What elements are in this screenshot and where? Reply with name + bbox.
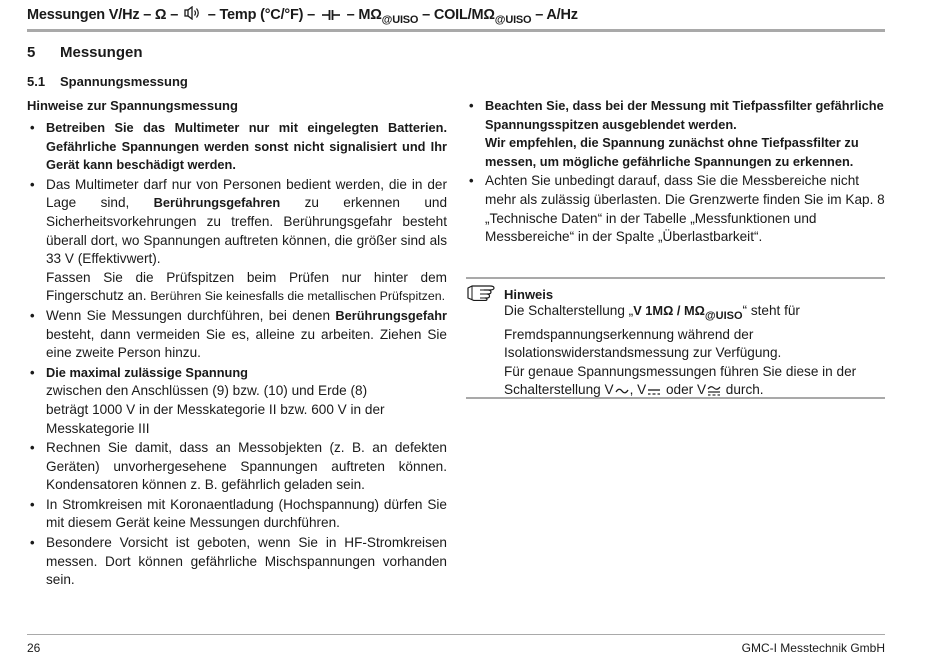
section-heading bbox=[27, 44, 143, 61]
header-rule bbox=[27, 29, 885, 32]
note-text: Für genaue Spannungsmessungen führen Sie diese in der Schalterstellung V bbox=[504, 363, 857, 398]
notes-heading: Hinweise zur Spannungsmessung bbox=[27, 98, 238, 113]
bullet-text: Berühren Sie keinesfalls die metallischen Prüfspitzen. bbox=[150, 289, 446, 304]
capacitor-icon bbox=[321, 9, 341, 25]
bullet-text: Das Multimeter darf nur von Personen bedient werden, die in der Lage sind, bbox=[46, 176, 447, 211]
footer-rule bbox=[27, 634, 885, 635]
note-text: oder V bbox=[662, 382, 707, 398]
bullet-text: Fassen Sie die Prüfspitzen beim Prüfen nur hinter dem Fingerschutz an. bbox=[46, 269, 447, 304]
page-number: 26 bbox=[27, 641, 41, 655]
subsection-heading bbox=[27, 74, 188, 89]
note-paragraph bbox=[504, 302, 884, 363]
bullet: • bbox=[30, 440, 35, 456]
subsection-title: Spannungsmessung bbox=[60, 74, 188, 89]
list-item bbox=[27, 176, 447, 306]
bullet-text: Achten Sie unbedingt darauf, dass Sie die Messbereiche nicht mehr als zulässig überlasten. Die Grenzwerte finden Sie im Kap. 8 „Technische Daten“ in der Tabelle „Messfunktionen und Messbereiche“ in der Spalte „Überlastbarkeit“. bbox=[485, 173, 885, 245]
list-item bbox=[27, 496, 447, 533]
note-body bbox=[504, 302, 884, 402]
bullet-text: Besondere Vorsicht ist geboten, wenn Sie in HF-Stromkreisen messen. Dort können gefährliche Mischspannungen vorhanden sein. bbox=[46, 535, 447, 588]
left-column bbox=[27, 119, 447, 591]
bullet-text-bold: Berührungsgefahr bbox=[335, 307, 448, 323]
bullet-text: zwischen den Anschlüssen (9) bzw. (10) und Erde (8) bbox=[46, 383, 368, 399]
right-column bbox=[466, 97, 886, 248]
bullet-text-bold: Berührungsgefahren bbox=[153, 195, 281, 211]
bullet: • bbox=[30, 496, 35, 512]
header-text-1: Messungen V/Hz – Ω – bbox=[27, 7, 179, 23]
header-sub-2: @UISO bbox=[494, 14, 532, 26]
list-item bbox=[27, 439, 447, 495]
subsection-number: 5.1 bbox=[27, 74, 46, 89]
header-text-2: – Temp (°C/°F) – bbox=[207, 7, 315, 23]
header-text-4: – COIL/MΩ bbox=[418, 7, 495, 23]
acdc-symbol-icon bbox=[707, 383, 721, 402]
header-text-5: – A/Hz bbox=[531, 7, 578, 23]
note-rule-top bbox=[466, 277, 885, 279]
bullet-text: Rechnen Sie damit, dass an Messobjekten (z. B. an defekten Geräten) unvorhergesehene Spannungen auftreten können. Kondensatoren können z. B. gefährlich geladen sein. bbox=[46, 440, 447, 493]
bullet: • bbox=[30, 307, 35, 323]
note-text-bold: V 1MΩ / MΩ bbox=[633, 303, 705, 318]
running-header bbox=[27, 6, 885, 26]
list-item bbox=[466, 172, 886, 246]
bullet: • bbox=[469, 173, 474, 189]
bullet: • bbox=[30, 176, 35, 192]
list-item bbox=[27, 119, 447, 175]
note-text: durch. bbox=[722, 382, 764, 398]
left-bullet-list bbox=[27, 119, 447, 590]
footer-company: GMC-I Messtechnik GmbH bbox=[741, 641, 885, 655]
speaker-icon bbox=[184, 6, 202, 24]
bullet-text: Beachten Sie, dass bei der Messung mit Tiefpassfilter gefährliche Spannungsspitzen ausgeblendet werden. bbox=[485, 98, 884, 132]
bullet-text: beträgt 1000 V in der Messkategorie II bzw. 600 V in der Messkategorie III bbox=[46, 401, 385, 436]
ac-symbol-icon bbox=[615, 383, 629, 402]
note-text: , V bbox=[629, 382, 647, 398]
section-title: Messungen bbox=[60, 44, 143, 61]
right-bullet-list bbox=[466, 97, 886, 247]
note-text: “ steht für Fremdspannungserkennung während der Isolationswiderstandsmessung zur Verfügung. bbox=[504, 303, 800, 361]
dc-symbol-icon bbox=[647, 383, 661, 402]
pointing-hand-icon bbox=[466, 283, 500, 306]
header-sub-1: @UISO bbox=[381, 14, 419, 26]
bullet: • bbox=[30, 535, 35, 551]
list-item bbox=[27, 534, 447, 590]
bullet-text: In Stromkreisen mit Koronaentladung (Hochspannung) dürfen Sie mit diesem Gerät keine Messungen durchführen. bbox=[46, 496, 447, 531]
bullet-text: Wenn Sie Messungen durchführen, bei denen bbox=[46, 307, 331, 323]
bullet: • bbox=[30, 120, 35, 135]
bullet: • bbox=[469, 98, 474, 113]
list-item bbox=[27, 307, 447, 363]
note-rule-bottom bbox=[466, 397, 885, 399]
bullet: • bbox=[30, 364, 35, 380]
list-item bbox=[27, 364, 447, 438]
bullet-text: Wir empfehlen, die Spannung zunächst ohne Tiefpassfilter zu messen, um mögliche gefährliche Spannungen zu erkennen. bbox=[485, 135, 859, 169]
list-item bbox=[466, 97, 886, 171]
note-title: Hinweis bbox=[504, 287, 554, 302]
note-text: Die Schalterstellung „ bbox=[504, 303, 634, 318]
bullet-text: besteht, dann vermeiden Sie es, alleine zu arbeiten. Ziehen Sie eine zweite Person hinzu. bbox=[46, 326, 447, 361]
bullet-text: Betreiben Sie das Multimeter nur mit eingelegten Batterien. Gefährliche Spannungen werden sonst nicht signalisiert und Ihr Gerät kann beschädigt werden. bbox=[46, 120, 447, 173]
header-text-3: – MΩ bbox=[346, 7, 382, 23]
note-sub: @UISO bbox=[704, 310, 743, 322]
bullet-text-bold: Die maximal zulässige Spannung bbox=[46, 364, 248, 380]
bullet-text: zu erkennen und Sicherheitsvorkehrungen zu treffen. Berührungsgefahr besteht überall dort, wo Spannungen auftreten können, die größer sind als 33 V (Effektivwert). bbox=[46, 195, 448, 267]
section-number: 5 bbox=[27, 44, 36, 61]
